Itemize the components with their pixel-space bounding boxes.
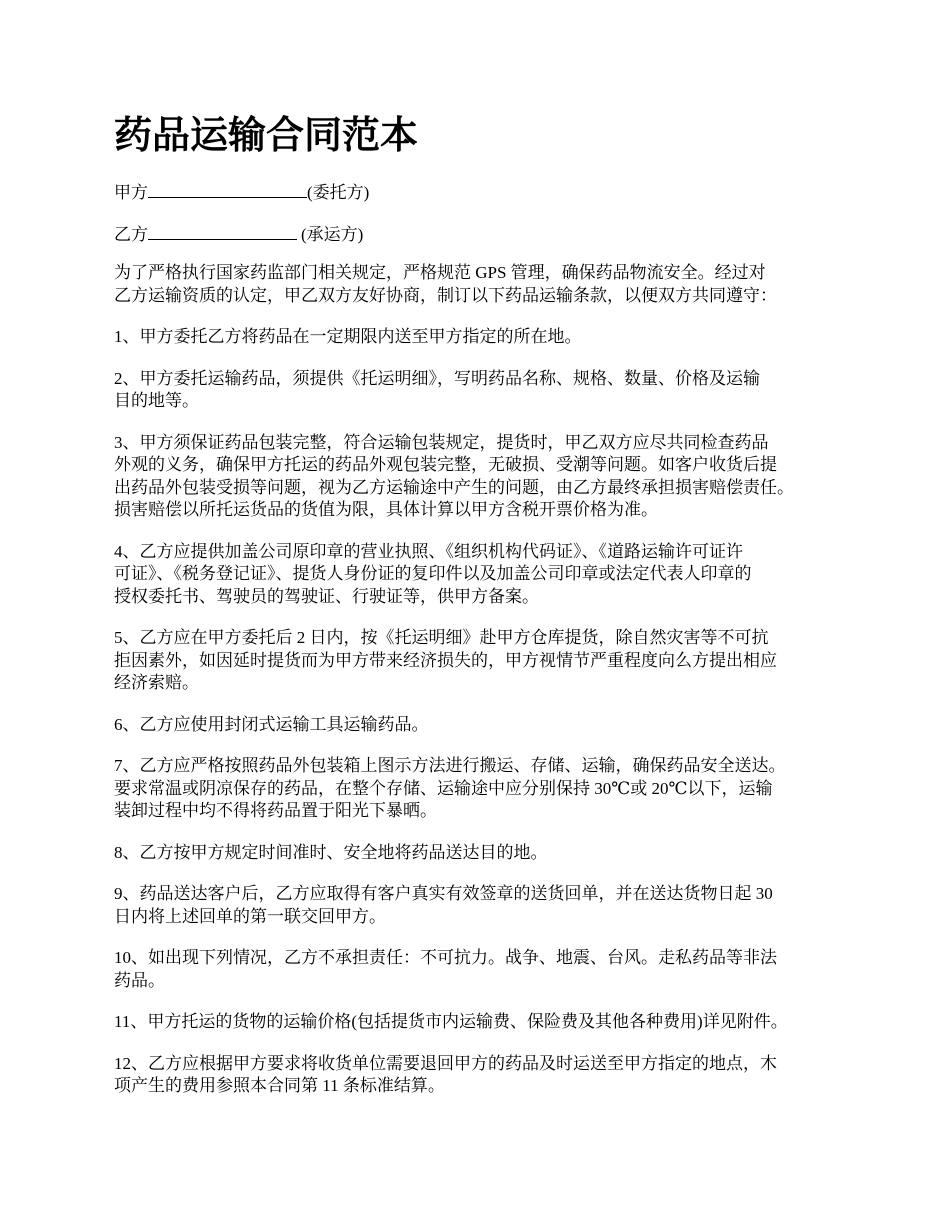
- paragraph-line: 5、乙方应在甲方委托后 2 日内，按《托运明细》赴甲方仓库提货，除自然灾害等不可抗: [114, 628, 769, 647]
- party-b-label: 乙方: [114, 225, 148, 244]
- clause-paragraph: [114, 714, 854, 737]
- party-a-blank: [148, 181, 307, 198]
- document-title: 药品运输合同范本: [114, 115, 419, 157]
- paragraph-line: 2、甲方委托运输药品，须提供《托运明细》，写明药品名称、规格、数量、价格及运输: [114, 368, 760, 388]
- clause-paragraph: [114, 627, 854, 695]
- paragraph-line: 授权委托书、驾驶员的驾驶证、行驶证等，供甲方备案。: [114, 586, 539, 606]
- clause-paragraph: [114, 755, 854, 823]
- paragraph-line: 要求常温或阴凉保存的药品，在整个存储、运输途中应分别保持 30℃或 20℃以下，运输: [114, 778, 773, 798]
- paragraph-line: 4、乙方应提供加盖公司原印章的营业执照、《组织机构代码证》、《道路运输许可证许: [114, 541, 743, 561]
- preamble-paragraph: [114, 262, 854, 307]
- clause-paragraph: [114, 947, 854, 992]
- party-b-blank: [148, 223, 297, 240]
- paragraph-line: 拒因素外，如因延时提货而为甲方带来经济损失的，甲方视情节严重程度向么方提出相应: [114, 650, 777, 670]
- paragraph-line: 可证》、《税务登记证》、提货人身份证的复印件以及加盖公司印章或法定代表人印章的: [114, 564, 752, 583]
- paragraph-line: 外观的义务，确保甲方托运的药品外观包装完整，无破损、受潮等问题。如客户收货后提: [114, 455, 777, 474]
- party-b-role: (承运方): [301, 225, 364, 244]
- paragraph-line: 经济索赔。: [114, 673, 199, 692]
- paragraph-line: 药品。: [114, 970, 165, 990]
- paragraph-line: 11、甲方托运的货物的运输价格(包括提货市内运输费、保险费及其他各种费用)详见附件。: [114, 1012, 788, 1031]
- paragraph-line: 项产生的费用参照本合同第 11 条标准结算。: [114, 1076, 445, 1095]
- paragraph-line: 出药品外包装受损等问题，视为乙方运输途中产生的问题，由乙方最终承担损害赔偿责任。: [114, 477, 794, 497]
- clause-paragraph: [114, 1011, 854, 1034]
- clause-paragraph: [114, 842, 854, 865]
- paragraph-line: 日内将上述回单的第一联交回甲方。: [114, 906, 386, 926]
- paragraph-line: 乙方运输资质的认定，甲乙双方友好协商，制订以下药品运输条款，以便双方共同遵守：: [114, 285, 777, 305]
- paragraph-line: 为了严格执行国家药监部门相关规定，严格规范 GPS 管理，确保药品物流安全。经过对: [114, 263, 766, 282]
- paragraph-line: 1、甲方委托乙方将药品在一定期限内送至甲方指定的所在地。: [114, 327, 582, 346]
- paragraph-line: 6、乙方应使用封闭式运输工具运输药品。: [114, 714, 429, 734]
- contract-body: [114, 262, 854, 1117]
- clause-paragraph: [114, 1053, 854, 1098]
- paragraph-line: 10、如出现下列情况，乙方不承担责任：不可抗力。战争、地震、台风。走私药品等非法: [114, 948, 777, 967]
- party-a-label: 甲方: [114, 183, 148, 202]
- clause-paragraph: [114, 326, 854, 349]
- party-a-role: (委托方): [307, 183, 370, 202]
- paragraph-line: 装卸过程中均不得将药品置于阳光下暴晒。: [114, 801, 437, 820]
- paragraph-line: 9、药品送达客户后，乙方应取得有客户真实有效签章的送货回单，并在送达货物日起 30: [114, 884, 773, 903]
- party-b-line: [114, 223, 363, 246]
- paragraph-line: 目的地等。: [114, 391, 199, 410]
- party-a-line: [114, 181, 369, 204]
- paragraph-line: 8、乙方按甲方规定时间准时、安全地将药品送达目的地。: [114, 842, 548, 862]
- paragraph-line: 12、乙方应根据甲方要求将收货单位需要退回甲方的药品及时运送至甲方指定的地点，木: [114, 1053, 777, 1073]
- paragraph-line: 3、甲方须保证药品包装完整，符合运输包装规定，提货时，甲乙双方应尽共同检查药品: [114, 432, 769, 452]
- clause-paragraph: [114, 541, 854, 609]
- clause-paragraph: [114, 883, 854, 928]
- clause-paragraph: [114, 368, 854, 413]
- paragraph-line: 7、乙方应严格按照药品外包装箱上图示方法进行搬运、存储、运输，确保药品安全送达。: [114, 756, 786, 775]
- paragraph-line: 损害赔偿以所托运货品的货值为限，具体计算以甲方含税开票价格为准。: [114, 500, 658, 519]
- clause-paragraph: [114, 432, 854, 522]
